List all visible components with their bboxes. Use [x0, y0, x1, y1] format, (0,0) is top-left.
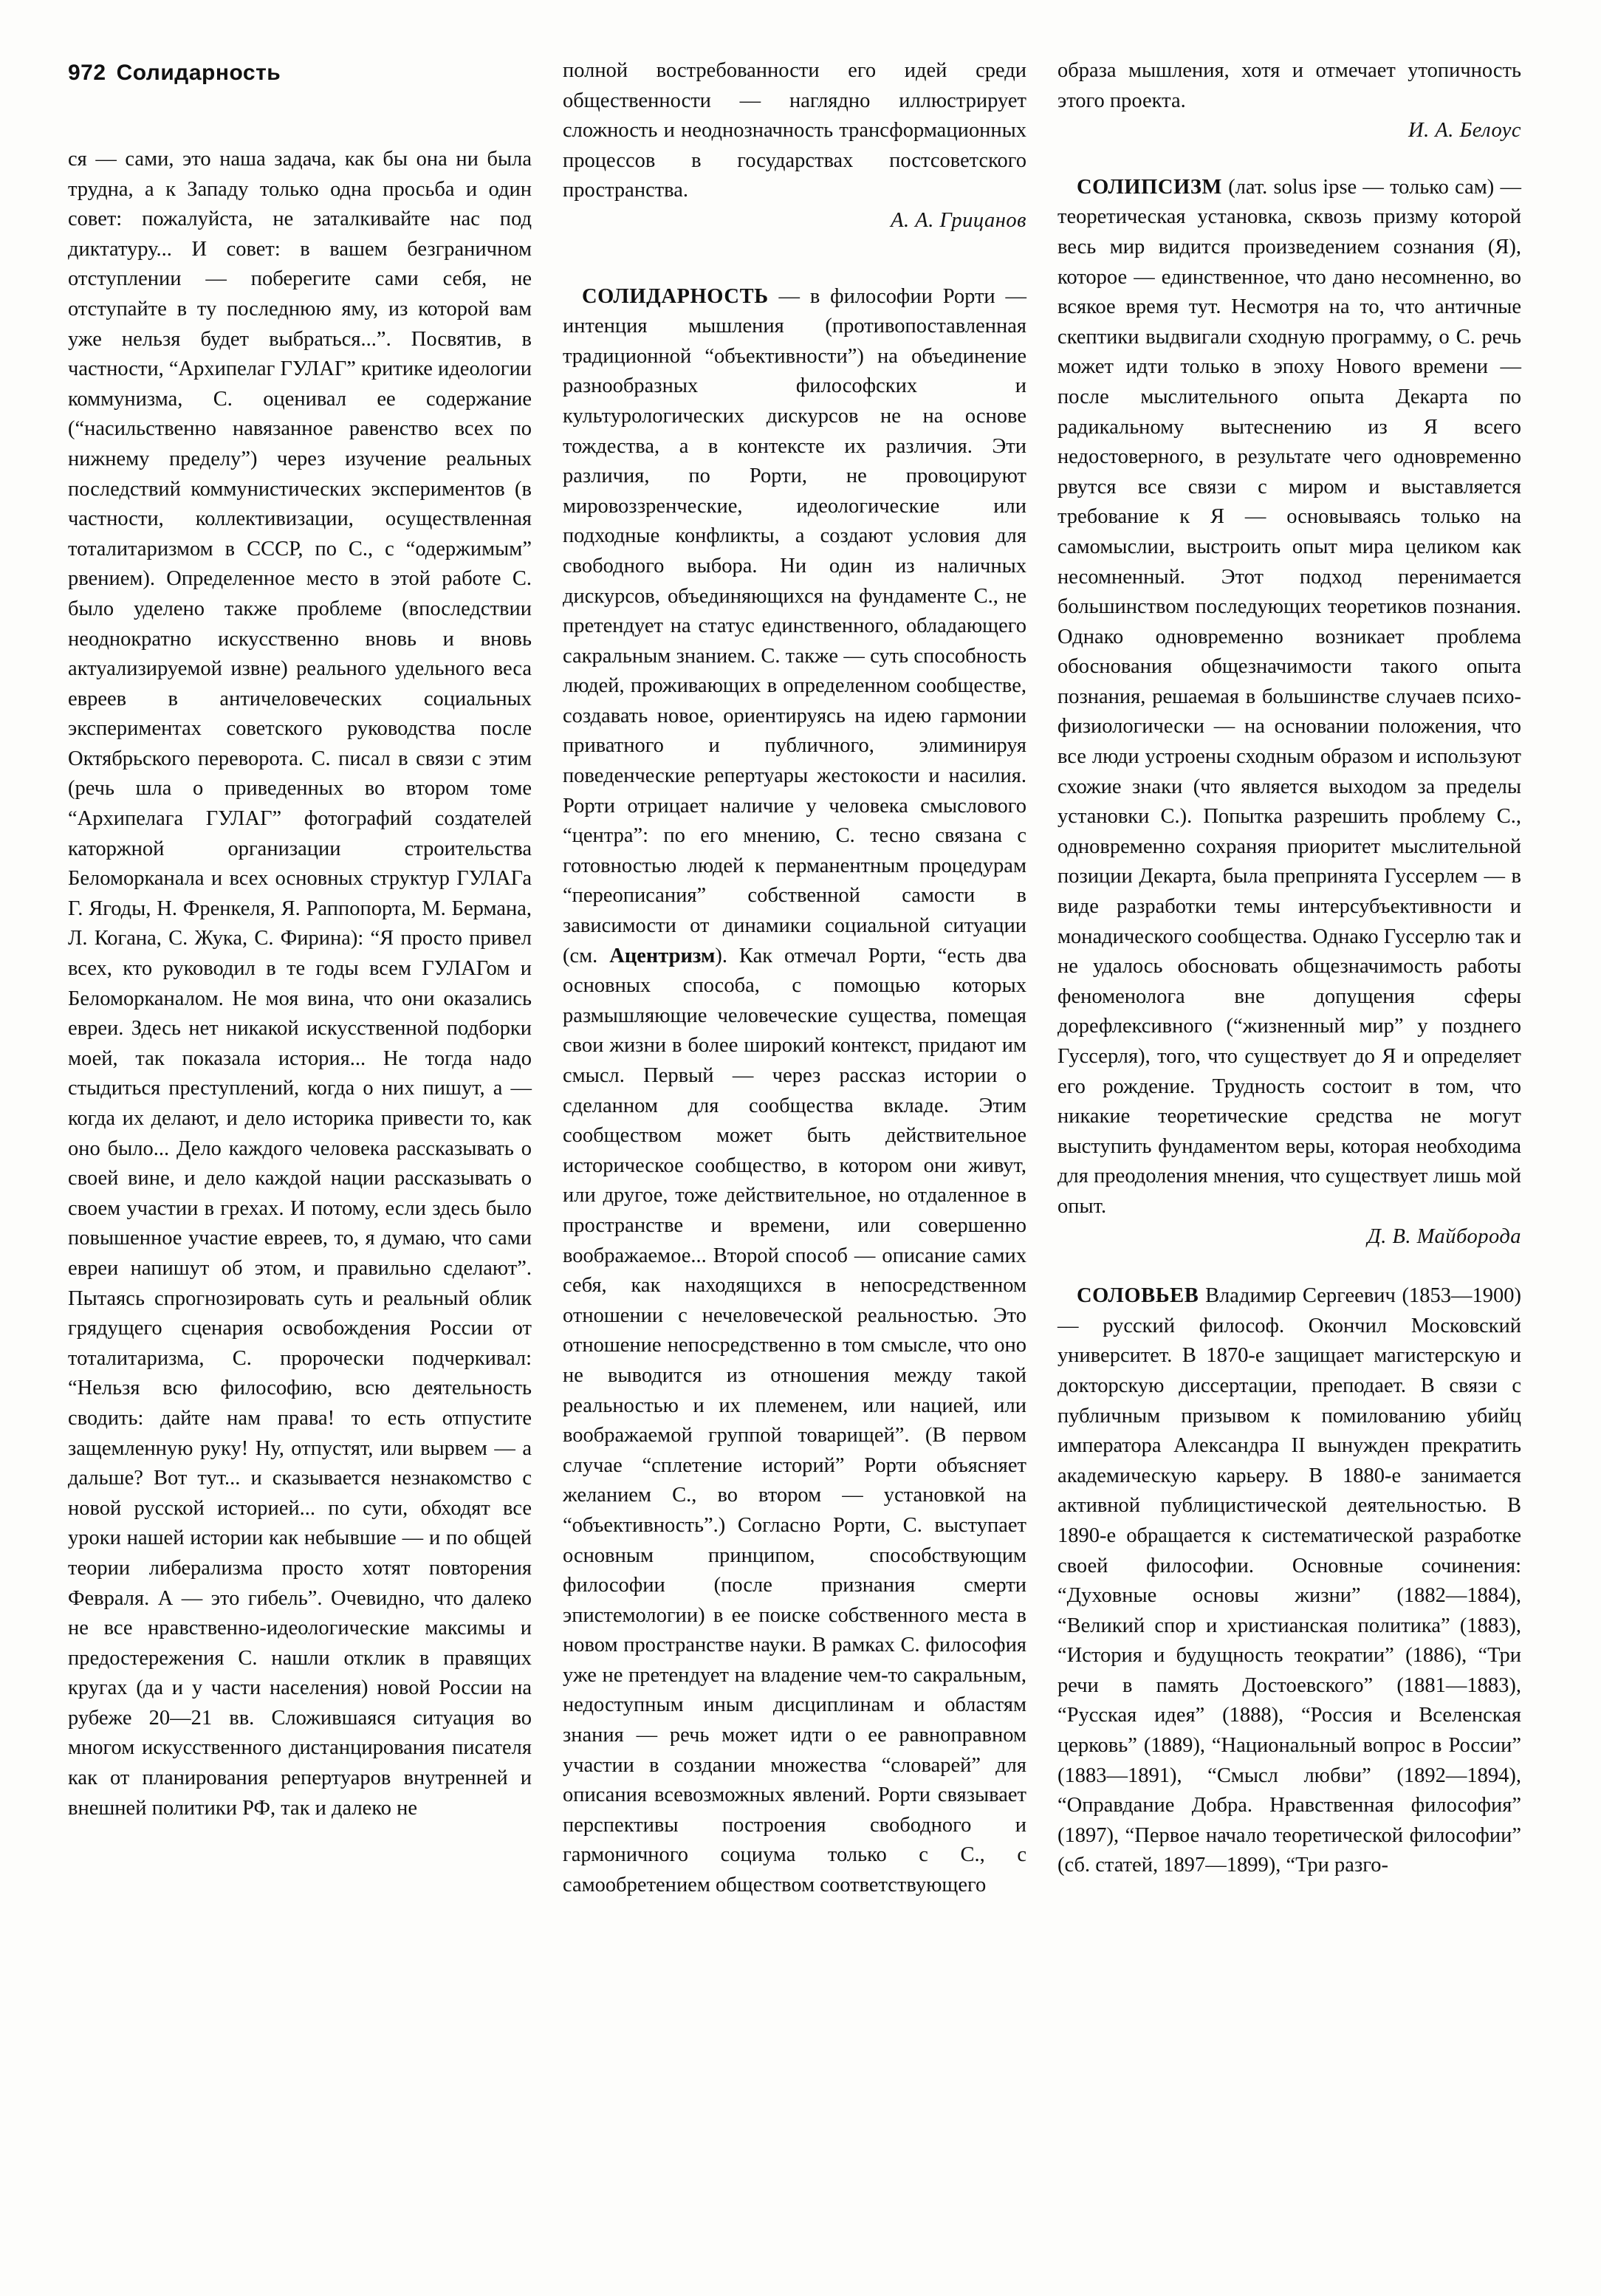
entry-body-continued: ). Как отмечал Рорти, “есть два основных способа, с помощью которых размышляющие человеческие существа, помещая свои жизни в более широкий контекст, придают им смысл. Первый — через рассказ истории о сделанном для сообщества вкладе. Этим сообществом может быть действительное историческое сообщество, в котором они живут, или другое, тоже действительное, но отдаленное в пространстве и времени, или совершенно воображаемое... Второй способ — описание самих себя, как находящихся в непосредственном отношении с нечеловеческой реальностью. Это отношение непосредственно в том смысле, что оно не выводится из отношения между такой реальностью и их племенем, или нацией, или воображаемой группой товарищей”. (В первом случае “сплетение историй” Рорти объясняет желанием С., во втором — установкой на “объективность”.) Согласно Рорти, С. выступает основным принципом, способствующим философии (после признания смерти эпистемологии) в ее поиске собственного места в новом пространстве науки. В рамках С. философия уже не претендует на владение чем-то сакральным, недоступным иным дисциплинам и областям знания — речь может идти о ее равноправном участии в создании множества “словарей” для описания всевозможных явлений. Рорти связывает перспективы построения свободного и гармоничного социума только с С., с самообретением обществом соответствующего: [563, 944, 1026, 1897]
entry-solipsizm: [1057, 173, 1521, 1252]
entry-headword: СОЛОВЬЕВ: [1077, 1284, 1199, 1308]
entry-solovyev: [1057, 1281, 1521, 1881]
entry-headword: СОЛИПСИЗМ: [1077, 175, 1222, 199]
column-middle: [563, 56, 1026, 1901]
continued-text: полной востребованности его идей среди общественности — наглядно иллюстрирует сложность и неоднозначность трансформационных процессов в государствах постсоветского пространства.: [563, 59, 1026, 202]
entry-body: — в философии Рорти — интенция мышления (противопоставленная традиционной “объективности”) на объединение разнообразных философских и культурологических дискурсов не на основе тождества, а в контексте их различия. Эти различия, по Рорти, не провоцируют мировоззренческие, идеологические или подходные конфликты, а создают условия для свободного выбора. Ни один из наличных дискурсов, объединяющихся на фундаменте С., не претендует на статус единственного, обладающего сакральным знанием. С. также — суть способность людей, проживающих в определенном сообществе, создавать новое, ориентируясь на идею гармонии приватного и публичного, элиминируя поведенческие репертуары жестокости и насилия. Рорти отрицает наличие у человека смыслового “центра”: по его мнению, С. тесно связана с готовностью людей к перманентным процедурам “переописания” собственной самости в зависимости от динамики социальной ситуации (см.: [563, 284, 1026, 967]
running-header: [68, 61, 281, 86]
page-number: 972: [68, 61, 106, 85]
column-left: [68, 145, 532, 1823]
column-right: [1057, 56, 1521, 1881]
entry-body: Владимир Сергеевич (1853—1900) — русский философ. Окончил Московский университет. В 1870-е защищает магистерскую и докторскую диссертации, преподает. В связи с публичным призывом к помилованию убийц императора Александра II вынужден прекратить академическую карьеру. В 1880-е занимается активной публицистической деятельностью. В 1890-е обращается к систематической разработке своей философии. Основные сочинения: “Духовные основы жизни” (1882—1884), “Великий спор и христианская политика” (1883), “История и будущность теократии” (1886), “Три речи в память Достоевского” (1881—1883), “Русская идея” (1888), “Россия и Вселенская церковь” (1889), “Национальный вопрос в России” (1883—1891), “Смысл любви” (1892—1894), “Оправдание Добра. Нравственная философия” (1897), “Первое начало теоретической философии” (сб. статей, 1897—1899), “Три разго-: [1057, 1284, 1521, 1877]
cross-reference: Ацентризм: [609, 944, 716, 967]
continued-text: образа мышления, хотя и отмечает утопичность этого проекта.: [1057, 59, 1521, 112]
entry-author: А. А. Грицанов: [891, 208, 1026, 232]
entry-author: И. А. Белоус: [1408, 119, 1521, 143]
running-title: Солидарность: [116, 61, 281, 85]
entry-headword: СОЛИДАРНОСТЬ: [582, 284, 769, 308]
entry-solidarnost: [563, 282, 1026, 1901]
continued-text: ся — сами, это наша задача, как бы она ни была трудна, а к Западу только одна просьба и один совет: пожалуйста, не заталкивайте нас под диктатуру... И совет: в вашем безграничном отступлении — поберегите сами себя, не отступайте в ту последнюю яму, из которой вам уже нельзя будет выбраться...”. Посвятив, в частности, “Архипелаг ГУЛАГ” критике идеологии коммунизма, С. оценивал ее содержание (“насильственно навязанное равенство всех по нижнему пределу”) через изучение реальных последствий коммунистических экспериментов (в частности, коллективизации, осуществленная тоталитаризмом в СССР, по С., с “одержимым” рвением). Определенное место в этой работе С. было уделено также проблеме (впоследствии неоднократно искусственно вновь и вновь актуализируемой извне) реального удельного веса евреев в античеловеческих социальных экспериментах советского руководства после Октябрьского переворота. С. писал в связи с этим (речь шла о приведенных во втором томе “Архипелага ГУЛАГ” фотографий создателей каторжной организации строительства Беломорканала и всех основных структур ГУЛАГа Г. Ягоды, Н. Френкеля, Я. Раппопорта, М. Бермана, Л. Когана, С. Жука, С. Фирина): “Я просто привел всех, кто руководил в те годы всем ГУЛАГом и Беломорканалом. Не моя вина, что они оказались евреи. Здесь нет никакой искусственной подборки моей, так показала история... Не тогда надо стыдиться преступлений, когда о них пишут, а — когда их делают, и дело историка привести то, как оно было... Дело каждого человека рассказывать о своей вине, и дело каждой нации рассказывать о своем участии в грехах. И потому, если здесь было повышенное участие евреев, то, я думаю, что сами евреи напишут об этом, и правильно сделают”. Пытаясь спрогнозировать суть и реальный облик грядущего сценария освобождения России от тоталитаризма, С. пророчески подчеркивал: “Нельзя всю философию, всю деятельность сводить: дайте нам права! то есть отпустите защемленную руку! Ну, отпустят, или вырвем — а дальше? Вот тут... и сказывается незнакомство с новой русской историей... по сути, обходят все уроки нашей истории как небывшие — и по общей теории либерализма просто хотят повторения Февраля. А — это гибель”. Очевидно, что далеко не все нравственно-идеологические максимы и предостережения С. нашли отклик в правящих кругах (да и у части населения) новой России на рубеже 20—21 вв. Сложившаяся ситуация во многом искусственного дистанцирования писателя как от планирования репертуаров внутренней и внешней политики РФ, так и далеко не: [68, 148, 532, 1820]
entry-author: Д. В. Майборода: [1367, 1224, 1521, 1248]
entry-body: (лат. solus ipse — только сам) — теоретическая установка, сквозь призму которой весь мир видится произведением сознания (Я), которое — единственное, что дано несомненно, во всякое время тут. Несмотря на то, что античные скептики выдвигали сходную программу, о С. речь может идти только в эпоху Нового времени — после мыслительного опыта Декарта по радикальному вытеснению из Я всего недостоверного, в результате чего одновременно рвутся все связи с миром и выставляется требование к Я — основываясь только на самомыслии, выстроить опыт мира целиком как несомненный. Этот подход перенимается большинством последующих теоретиков познания. Однако одновременно возникает проблема обоснования общезначимости такого опыта познания, решаемая в большинстве случаев психо-физиологически — на основании положения, что все люди устроены сходным образом и используют схожие знаки (что является выходом за пределы установки С.). Попытка разрешить проблему С., одновременно сохраняя приоритет мыслительной позиции Декарта, была препринята Гуссерлем — в виде разработки темы интерсубъективности и монадического сообщества. Однако Гуссерлю так и не удалось обосновать общезначимость работы феноменолога вне допущения сферы дорефлексивного (“жизненный мир” у позднего Гуссерля), того, что существует до Я и определяет его рождение. Трудность состоит в том, что никакие теоретические средства не могут выступить фундаментом веры, которая необходима для преодоления мнения, что существует лишь мой опыт.: [1057, 175, 1521, 1218]
